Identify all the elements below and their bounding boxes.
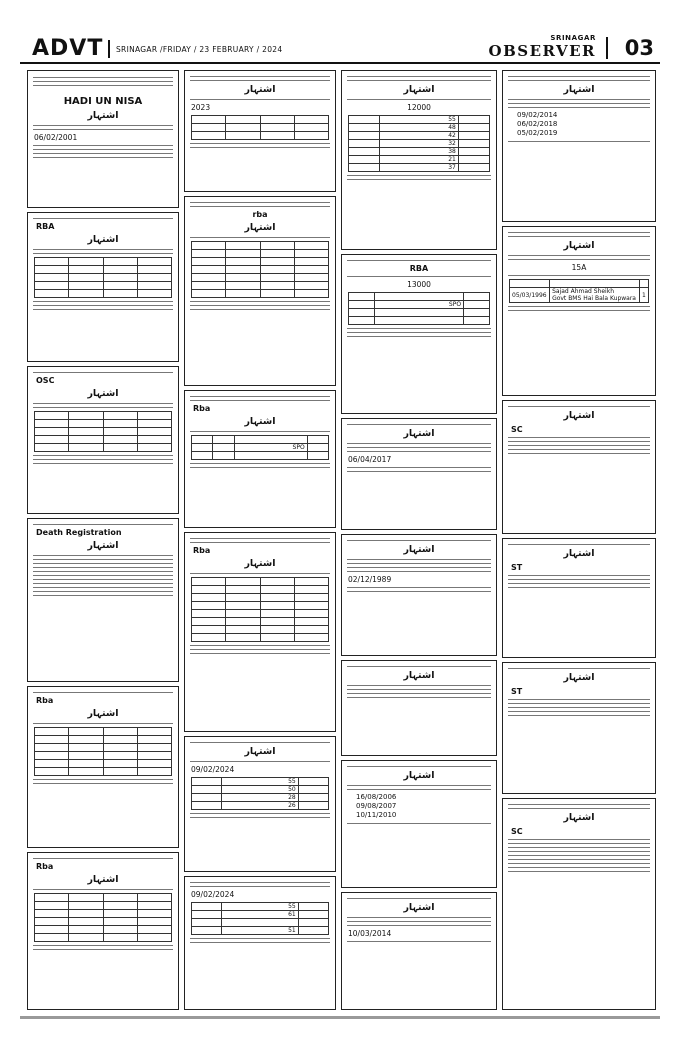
amount-value: 2023 (191, 103, 211, 112)
notice (341, 70, 497, 250)
data-table (191, 435, 329, 460)
table-cell: 42 (380, 132, 459, 140)
notice-title: اشتہار (403, 544, 435, 555)
table-cell: 55 (222, 778, 298, 786)
masthead (20, 32, 660, 64)
notice-title: اشتہار (244, 416, 276, 427)
amount-value: 13000 (407, 280, 431, 289)
notice (341, 892, 497, 1010)
notice-tag: SC (511, 827, 523, 836)
notice (27, 518, 179, 682)
notice-tag: Rba (36, 696, 54, 705)
data-table (191, 777, 329, 810)
notice-title: اشتہار (244, 84, 276, 95)
table-cell: 26 (222, 802, 298, 810)
date-value: 02/12/1989 (348, 575, 392, 584)
date-value: 09/08/2007 (356, 802, 397, 810)
date-value: 05/02/2019 (517, 129, 558, 137)
data-table (34, 257, 172, 298)
notice-title: اشتہار (244, 222, 276, 233)
table-cell: 61 (222, 911, 298, 919)
table-cell: 55 (380, 116, 459, 124)
table-cell: 28 (222, 794, 298, 802)
applicant-name: HADI UN NISA (63, 96, 143, 107)
notice-title: اشتہار (244, 558, 276, 569)
notice-tag: RBA (36, 222, 55, 231)
notice (27, 70, 179, 208)
date-value: 09/02/2024 (191, 765, 235, 774)
notice-title: اشتہار (563, 240, 595, 251)
paper-logo: OBSERVER (488, 42, 596, 60)
notice-tag: Rba (36, 862, 54, 871)
notice (184, 70, 336, 192)
notice (184, 736, 336, 872)
notice-title: اشتہار (87, 874, 119, 885)
divider (606, 37, 608, 59)
notice-title: اشتہار (403, 428, 435, 439)
notice-title: اشتہار (403, 770, 435, 781)
table-cell: 48 (380, 124, 459, 132)
notice (184, 876, 336, 1010)
date-value: 09/02/2014 (517, 111, 558, 119)
data-table (348, 115, 490, 172)
data-table (191, 115, 329, 140)
notice-title: اشتہار (87, 110, 119, 121)
notice (27, 212, 179, 362)
data-table (191, 902, 329, 935)
notice-title: اشتہار (244, 746, 276, 757)
notice-title: اشتہار (403, 670, 435, 681)
notice (341, 418, 497, 530)
notice (184, 196, 336, 386)
table-cell: 50 (222, 786, 298, 794)
table-cell: 55 (222, 903, 298, 911)
table-cell: 21 (380, 156, 459, 164)
amount-value: 12000 (407, 103, 431, 112)
table-cell: SPO (374, 301, 463, 309)
notice (502, 400, 656, 534)
dateline: SRINAGAR /FRIDAY / 23 FEBRUARY / 2024 (116, 45, 283, 54)
notice (502, 538, 656, 658)
dob-cell: 05/03/1996 (510, 288, 550, 303)
notice-tag: ST (511, 687, 523, 696)
data-table (34, 411, 172, 452)
notice-tag: Death Registration (36, 528, 122, 537)
notice (27, 686, 179, 848)
notice-tag: ST (511, 563, 523, 572)
data-table (348, 292, 490, 325)
table-cell: 38 (380, 148, 459, 156)
table-cell: 51 (222, 927, 298, 935)
notice (341, 660, 497, 756)
notice-title: اشتہار (87, 540, 119, 551)
notice-title: اشتہار (563, 84, 595, 95)
notice-title: اشتہار (563, 672, 595, 683)
notice (184, 390, 336, 528)
notice (341, 534, 497, 656)
school-cell: Govt BMS Hai Bala Kupwara (552, 295, 636, 302)
notice-tag: RBA (409, 264, 429, 273)
notice-tag: rba (252, 210, 268, 219)
notice (27, 366, 179, 514)
notice (502, 70, 656, 222)
date-value: 06/04/2017 (348, 455, 392, 464)
data-table (509, 279, 649, 303)
notice-title: اشتہار (87, 234, 119, 245)
data-table (34, 727, 172, 776)
notice (27, 852, 179, 1010)
notice-tag: SC (511, 425, 523, 434)
date-list (342, 793, 496, 820)
sno-cell: 1 (640, 288, 649, 303)
code-value: 15A (571, 263, 587, 272)
notice-title: اشتہار (403, 902, 435, 913)
data-table (191, 241, 329, 298)
footer-rule (20, 1016, 660, 1019)
date-value: 06/02/2018 (517, 120, 558, 128)
date-value: 10/03/2014 (348, 929, 392, 938)
notice (341, 760, 497, 888)
notice-title: اشتہار (403, 84, 435, 95)
divider (108, 40, 110, 58)
date-value: 06/02/2001 (34, 133, 78, 142)
data-table (191, 577, 329, 642)
data-table (34, 893, 172, 942)
table-cell: 37 (380, 164, 459, 172)
date-value: 09/02/2024 (191, 890, 235, 899)
date-list (503, 111, 655, 138)
notice-title: اشتہار (563, 548, 595, 559)
notice (502, 798, 656, 1010)
notice-tag: OSC (36, 376, 55, 385)
notice-title: اشتہار (563, 812, 595, 823)
notice-tag: Rba (193, 404, 211, 413)
date-value: 16/08/2006 (356, 793, 397, 801)
city-label: SRINAGAR (550, 34, 596, 42)
notice-title: اشتہار (87, 708, 119, 719)
notice-title: اشتہار (563, 410, 595, 421)
notice-tag: Rba (193, 546, 211, 555)
notice-title: اشتہار (87, 388, 119, 399)
date-value: 10/11/2010 (356, 811, 397, 819)
notice (502, 226, 656, 396)
notice (341, 254, 497, 414)
table-cell: SPO (234, 444, 307, 452)
name-cell: Sajad Ahmad Sheikh (552, 288, 614, 295)
page-number: 03 (624, 36, 654, 60)
notice (184, 532, 336, 732)
section-label: ADVT (32, 36, 104, 61)
notice (502, 662, 656, 794)
table-cell: 32 (380, 140, 459, 148)
